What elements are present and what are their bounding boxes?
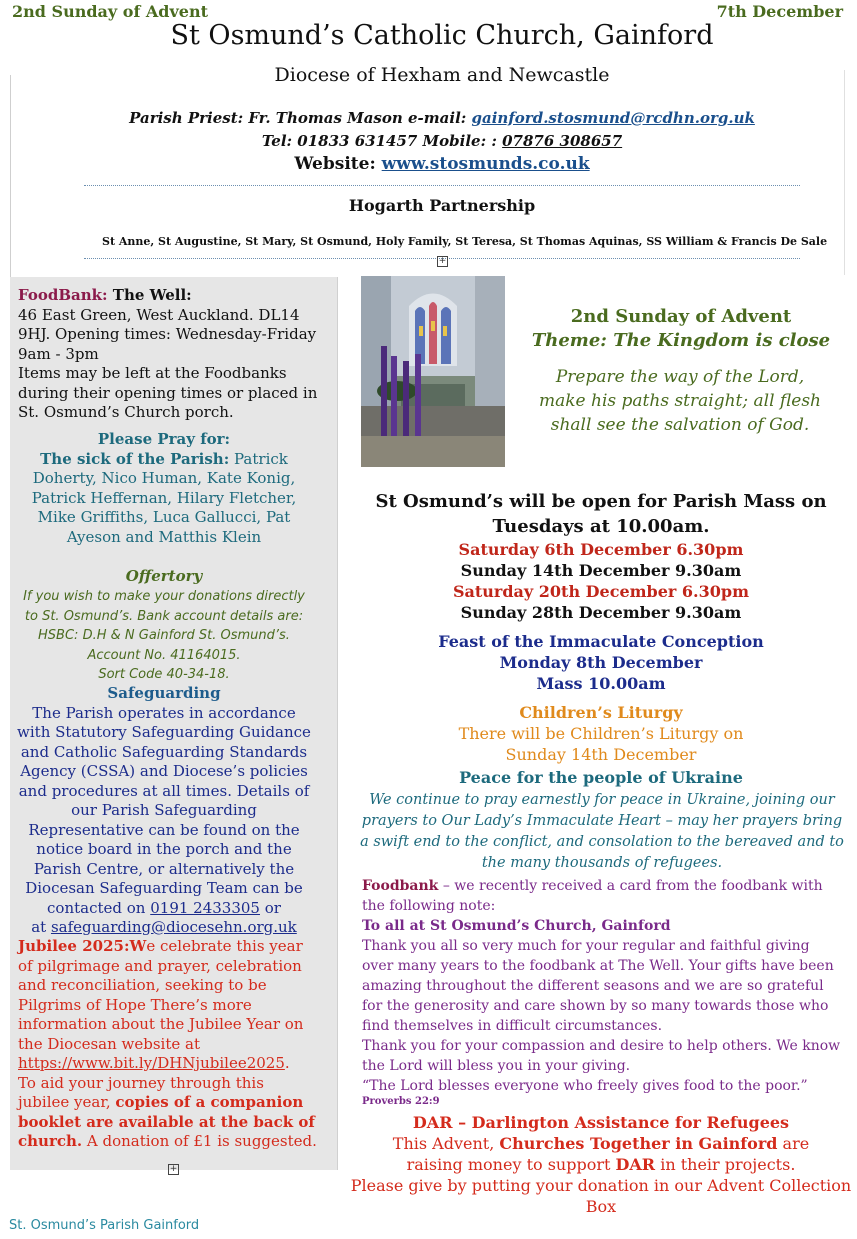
- sunday-theme: Theme: The Kingdom is close: [531, 330, 831, 351]
- foodbank-section: [18, 286, 318, 423]
- jubilee-link[interactable]: https://www.bit.ly/DHNjubilee2025: [18, 1054, 285, 1072]
- sick-names: Patrick Doherty, Nico Human, Kate Konig, Patrick Heffernan, Hilary Fletcher, Mike Griffiths, Luca Gallucci, Pat Ayeson and Matthis Klein: [31, 449, 297, 546]
- foodbank-items: Items may be left at the Foodbanks during their opening times or placed in St. Osmund’s Church porch.: [18, 364, 318, 421]
- move-handle-icon[interactable]: +: [169, 1164, 178, 1174]
- phone-line: [0, 132, 857, 150]
- offertory-line: Account No. 41164015.: [87, 647, 241, 663]
- offertory-heading: Offertory: [125, 567, 203, 585]
- jubilee-section: Jubilee 2025:We celebrate this year of pilgrimage and prayer, celebration and reconciliation, seeking to be Pilgrims of Hope There’s more information about the Jubilee Year on the Diocesan website at https://www.bit.ly/DHNjubilee2025. To aid your journey through this jubilee year, copies of a companion booklet are available at the back of church. A donation of £1 is suggested.: [18, 937, 317, 1150]
- gospel-verse: Prepare the way of the Lord, make his paths straight; all flesh shall see the salvation of God.: [539, 367, 821, 435]
- priest-line: [0, 109, 857, 127]
- jubilee-text-2: To aid your journey through this jubilee year,: [18, 1073, 264, 1111]
- jubilee-text: e celebrate this year of pilgrimage and prayer, celebration and reconciliation, seeking to be Pilgrims of Hope There’s more information about the Jubilee Year on the Diocesan website at: [18, 937, 304, 1053]
- note-paragraph-2: Thank you for your compassion and desire to help others. We know the Lord will bless you in your giving.: [362, 1038, 841, 1074]
- sunday-title: 2nd Sunday of Advent: [570, 306, 792, 327]
- mass-open-line-2: Tuesdays at 10.00am.: [492, 516, 710, 537]
- offertory-line: If you wish to make your donations directly: [23, 589, 305, 604]
- offertory-details: [14, 587, 314, 685]
- church-interior-photo: [361, 276, 505, 467]
- mobile-link[interactable]: 07876 308657: [502, 132, 623, 150]
- dar-churches: Churches Together in Gainford: [499, 1134, 778, 1153]
- foodbank-label: FoodBank:: [18, 286, 108, 304]
- dar-text-post: in their projects.: [655, 1155, 796, 1174]
- jubilee-initial: W: [129, 937, 147, 955]
- mass-open-notice: [345, 489, 857, 539]
- safeguarding-contact-label: contacted on: [47, 898, 151, 917]
- website-link[interactable]: www.stosmunds.co.uk: [381, 154, 590, 174]
- dar-give: Please give by putting your donation in our Advent Collection Box: [350, 1176, 852, 1216]
- foodbank-name: The Well:: [107, 286, 192, 304]
- footer-parish-name: St. Osmund’s Parish Gainford: [9, 1218, 200, 1233]
- liturgy-section: [345, 702, 857, 765]
- safeguarding-email[interactable]: safeguarding@diocesehn.org.uk: [50, 918, 297, 936]
- header-date-right: 7th December: [716, 2, 843, 21]
- offertory-line: Sort Code 40-34-18.: [98, 667, 230, 682]
- safeguarding-at: at: [31, 918, 51, 936]
- church-photo-graphic: [361, 276, 505, 467]
- mass-time-row: Saturday 20th December 6.30pm: [452, 582, 749, 601]
- page-title: St Osmund’s Catholic Church, Gainford: [170, 20, 714, 51]
- dar-text-pre: This Advent,: [392, 1134, 500, 1153]
- dar-text-mid: are raising money to support: [406, 1134, 810, 1174]
- liturgy-text-1: There will be Children’s Liturgy on: [458, 724, 744, 743]
- jubilee-booklet: copies of a companion booklet are available at the back of church.: [18, 1093, 315, 1150]
- safeguarding-text: The Parish operates in accordance with Statutory Safeguarding Guidance and Catholic Safeguarding Standards Agency (CSSA) and Diocese’s policies and procedures at all times. Details of our Parish Safeguarding Representative can be found on the notice board in the porch and the Parish Centre, or alternatively the Diocesan Safeguarding Team can be: [17, 703, 311, 897]
- offertory-line: to St. Osmund’s. Bank account details are:: [24, 608, 304, 624]
- email-link[interactable]: gainford.stosmund@rcdhn.org.uk: [471, 109, 755, 127]
- partnership-title: Hogarth Partnership: [348, 196, 536, 215]
- liturgy-text-2: Sunday 14th December: [505, 745, 697, 764]
- safeguarding-phone[interactable]: 0191 2433305: [150, 898, 260, 917]
- dar-section: [345, 1112, 857, 1217]
- note-addressee: To all at St Osmund’s Church, Gainford: [362, 918, 671, 934]
- header-divider-top: [84, 185, 800, 186]
- prayer-section: [14, 430, 314, 547]
- feast-date: Monday 8th December: [499, 653, 703, 672]
- foodbank-note-intro: – we recently received a card from the foodbank with the following note:: [362, 878, 823, 914]
- offertory-line: HSBC: D.H & N Gainford St. Osmund’s.: [38, 628, 290, 643]
- foodbank-address: 46 East Green, West Auckland. DL14 9HJ. Opening times: Wednesday-Friday 9am - 3pm: [18, 305, 317, 363]
- feast-mass: Mass 10.00am: [536, 674, 666, 693]
- pray-heading: Please Pray for:: [97, 430, 231, 448]
- foodbank-note-section: [362, 876, 844, 1108]
- foodbank-word: Foodbank: [362, 878, 439, 894]
- safeguarding-heading: Safeguarding: [107, 684, 221, 702]
- tel-label: Tel: 01833 631457 Mobile: :: [261, 132, 503, 150]
- feast-title: Feast of the Immaculate Conception: [438, 632, 764, 651]
- sick-label: The sick of the Parish:: [40, 449, 230, 468]
- mass-time-row: Saturday 6th December 6.30pm: [458, 540, 744, 559]
- website-line: [0, 154, 857, 174]
- header-date-left: 2nd Sunday of Advent: [12, 2, 208, 21]
- partnership-parishes: St Anne, St Augustine, St Mary, St Osmund, Holy Family, St Teresa, St Thomas Aquinas, SS William & Francis De Sale: [102, 235, 828, 248]
- mass-time-row: Sunday 14th December 9.30am: [460, 561, 742, 580]
- mass-time-row: Sunday 28th December 9.30am: [460, 603, 742, 622]
- move-handle-icon[interactable]: +: [438, 256, 447, 266]
- safeguarding-section: [14, 684, 314, 938]
- quote-reference: Proverbs 22:9: [362, 1096, 440, 1107]
- safeguarding-or: or: [259, 898, 281, 917]
- jubilee-label: Jubilee 2025:: [18, 937, 130, 955]
- ukraine-title: Peace for the people of Ukraine: [459, 768, 743, 787]
- priest-label: Parish Priest: Fr. Thomas Mason e-mail:: [129, 109, 472, 127]
- dar-title: DAR – Darlington Assistance for Refugees: [412, 1113, 790, 1132]
- note-quote: “The Lord blesses everyone who freely gives food to the poor.”: [362, 1078, 808, 1094]
- dar-acronym: DAR: [615, 1155, 656, 1174]
- ukraine-text: We continue to pray earnestly for peace in Ukraine, joining our prayers to Our Lady’s Immaculate Heart – may her prayers bring a swift end to the conflict, and consolation to the bereaved and to the many thousands of refugees.: [360, 792, 844, 871]
- mass-open-line-1: St Osmund’s will be open for Parish Mass on: [375, 491, 827, 512]
- diocese-name: Diocese of Hexham and Newcastle: [274, 64, 610, 86]
- website-label: Website:: [294, 154, 382, 174]
- feast-section: [345, 631, 857, 694]
- note-paragraph-1: Thank you all so very much for your regular and faithful giving over many years to the foodbank at The Well. Your gifts have been amazing throughout the different seasons and we are so grateful for the generosity and care shown by so many towards those who find themselves in difficult circumstances.: [362, 938, 834, 1034]
- mass-times-list: [345, 539, 857, 623]
- jubilee-text-3: A donation of £1 is suggested.: [82, 1132, 317, 1150]
- liturgy-title: Children’s Liturgy: [519, 703, 683, 722]
